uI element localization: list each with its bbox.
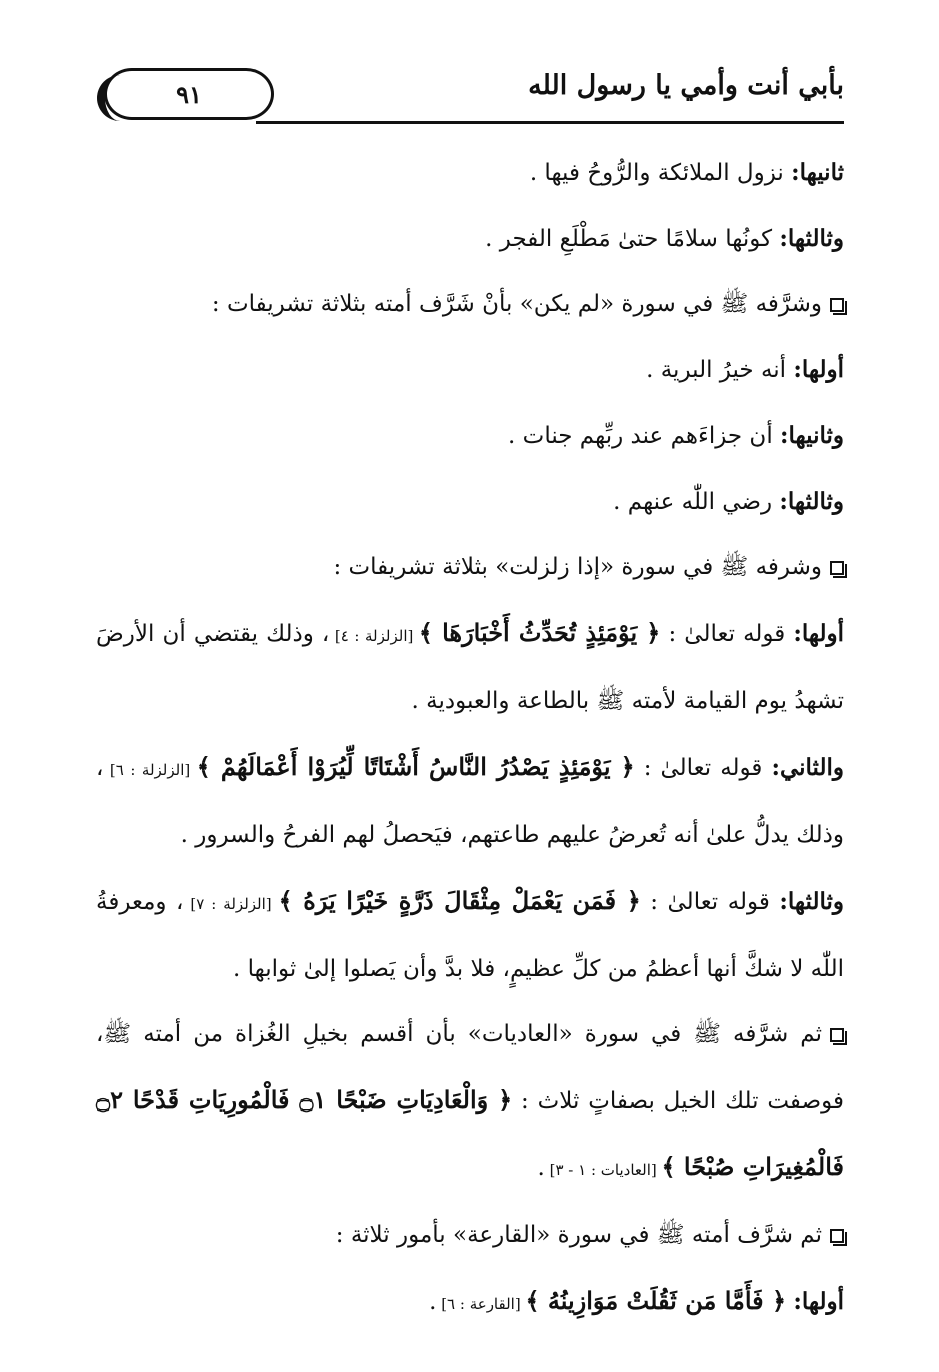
paragraph-text: قوله تعالىٰ : <box>634 755 772 781</box>
square-bullet-icon <box>830 561 844 575</box>
paragraph-text: . <box>537 1155 545 1181</box>
paragraph-text: أنه خيرُ البرية . <box>646 357 794 383</box>
paragraph-text: وشرفه ﷺ في سورة «إذا زلزلت» بثلاثة تشريفات : <box>333 554 822 580</box>
page-body <box>96 140 844 1337</box>
paragraph <box>96 600 844 734</box>
paragraph-label: ثانيها: <box>791 159 844 186</box>
verse-reference: [الزلزلة : ٤] <box>329 627 419 645</box>
paragraph <box>96 140 844 206</box>
page-number: ٩١ <box>104 68 274 120</box>
paragraph <box>96 272 844 337</box>
paragraph-label: وثالثها: <box>779 488 844 515</box>
verse-reference: [الزلزلة : ٧] <box>183 895 279 913</box>
square-bullet-icon <box>830 1028 844 1042</box>
paragraph-text: قوله تعالىٰ : <box>660 621 794 647</box>
verse-reference: [الزلزلة : ٦] <box>103 761 197 779</box>
quran-quote: ﴿ فَأَمَّا مَن ثَقُلَتْ مَوَازِينُهُ ﴾ <box>525 1286 787 1315</box>
paragraph-text: ثم شرَّف أمته ﷺ في سورة «القارعة» بأمور ثلاثة : <box>335 1222 822 1248</box>
quran-quote: ﴿ فَمَن يَعْمَلْ مِثْقَالَ ذَرَّةٍ خَيْرًا يَرَهُ ﴾ <box>278 886 641 915</box>
paragraph <box>96 1268 844 1337</box>
square-bullet-icon <box>830 298 844 312</box>
paragraph-text: وشرَّفه ﷺ في سورة «لم يكن» بأنْ شَرَّف أمته بثلاثة تشريفات : <box>211 291 822 317</box>
verse-reference: [العاديات : ١ - ٣] <box>544 1161 662 1179</box>
paragraph-text: أن جزاءَهم عند ربِّهم جنات . <box>508 423 781 449</box>
paragraph-text: ، ومعرفةُ اللّٰه لا شكَّ أنها أعظمُ من كلِّ عظيمٍ، فلا بدَّ وأن يَصلوا إلىٰ ثوابها . <box>96 889 844 982</box>
paragraph-text: نزول الملائكة والرُّوحُ فيها . <box>529 160 792 186</box>
paragraph <box>96 337 844 403</box>
running-title: بأبي أنت وأمي يا رسول الله <box>528 70 844 101</box>
paragraph-text: . <box>429 1289 437 1315</box>
paragraph <box>96 1002 844 1203</box>
paragraph-label: أولها: <box>793 356 844 383</box>
paragraph-label: والثاني: <box>771 754 844 781</box>
header-rule <box>256 121 844 124</box>
quran-quote: ﴿ وَالْعَادِيَاتِ ضَبْحًا ۝١ فَالْمُورِيَاتِ قَدْحًا ۝٢ فَالْمُغِيرَاتِ صُبْحًا ﴾ <box>96 1085 844 1181</box>
quran-quote: ﴿ يَوْمَئِذٍ تُحَدِّثُ أَخْبَارَهَا ﴾ <box>418 618 661 647</box>
paragraph-text: كونُها سلامًا حتىٰ مَطْلَعِ الفجر . <box>485 226 780 252</box>
quran-quote: ﴿ يَوْمَئِذٍ يَصْدُرُ النَّاسُ أَشْتَاتًا لِّيُرَوْا أَعْمَالَهُمْ ﴾ <box>196 752 635 781</box>
page-header <box>96 62 844 124</box>
paragraph <box>96 403 844 469</box>
verse-reference: [القارعة : ٦] <box>436 1295 526 1313</box>
paragraph <box>96 868 844 1002</box>
paragraph-text: ثم شرَّفه ﷺ في سورة «العاديات» بأن أقسم بخيلِ الغُزاة من أمته ﷺ، فوصفت تلك الخيل بصفاتٍ ثلاث : <box>96 1021 844 1114</box>
paragraph-label: أولها: <box>793 620 844 647</box>
paragraph <box>96 206 844 272</box>
paragraph-text: قوله تعالىٰ : <box>640 889 780 915</box>
paragraph <box>96 1203 844 1268</box>
paragraph-text: رضي اللّٰه عنهم . <box>613 489 780 515</box>
paragraph-label: أولها: <box>793 1288 844 1315</box>
paragraph-label: وثانيها: <box>780 422 844 449</box>
paragraph <box>96 734 844 868</box>
paragraph-text: ، وذلك يقتضي أن الأرضَ تشهدُ يوم القيامة لأمته ﷺ بالطاعة والعبودية . <box>96 621 844 714</box>
paragraph-label: وثالثها: <box>779 888 844 915</box>
paragraph-label: وثالثها: <box>779 225 844 252</box>
paragraph-text: ، وذلك يدلُّ علىٰ أنه تُعرضُ عليهم طاعتهم، فيَحصلُ لهم الفرحُ والسرور . <box>96 755 844 848</box>
square-bullet-icon <box>830 1229 844 1243</box>
paragraph <box>96 535 844 600</box>
paragraph <box>96 469 844 535</box>
